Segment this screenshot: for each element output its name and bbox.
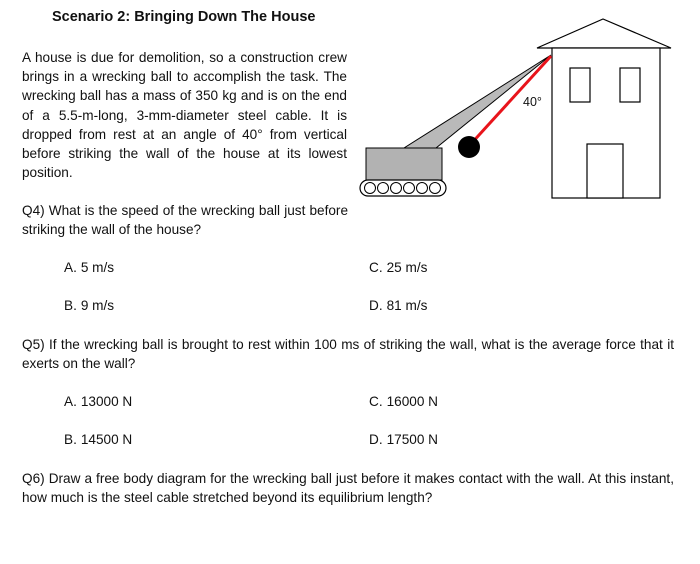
crane-tracks (360, 180, 446, 196)
house-window-left (570, 68, 590, 102)
option-text: 5 m/s (80, 260, 115, 275)
wrecking-ball (458, 136, 480, 158)
q5-option-d (369, 431, 438, 448)
option-letter: B. (64, 298, 77, 313)
question-q5: Q5) If the wrecking ball is brought to rest within 100 ms of striking the wall, what is the average force that it exerts on the wall? (22, 337, 674, 372)
option-letter: D. (369, 432, 383, 447)
scenario-intro: A house is due for demolition, so a construction crew brings in a wrecking ball to accomplish the task. The wrecking ball has a mass of 350 kg and is on the end of a 5.5-m-long, 3-mm-diameter steel cable. It is dropped from rest at an angle of 40° from vertical before striking the wall of the house at its lowest position. (22, 50, 347, 181)
q5-option-c (369, 393, 438, 410)
q5-option-b (64, 431, 132, 448)
house-window-right (620, 68, 640, 102)
angle-label: 40° (523, 95, 542, 109)
option-letter: A. (64, 394, 77, 409)
house-door (587, 144, 623, 198)
option-text: 9 m/s (80, 298, 115, 313)
option-text: 17500 N (386, 432, 438, 447)
q4-option-d (369, 297, 427, 314)
question-q6: Q6) Draw a free body diagram for the wrecking ball just before it makes contact with the wall. At this instant, how much is the steel cable stretched beyond its equilibrium length? (22, 471, 674, 506)
option-text: 13000 N (80, 394, 133, 409)
option-text: 25 m/s (386, 260, 428, 275)
q4-option-c (369, 259, 427, 276)
crane-body (366, 148, 442, 180)
wrecking-ball-figure (355, 16, 675, 206)
q5-option-a (64, 393, 132, 410)
option-letter: C. (369, 394, 383, 409)
option-text: 16000 N (386, 394, 438, 409)
q4-option-a (64, 259, 114, 276)
option-letter: D. (369, 298, 383, 313)
scenario-title: Scenario 2: Bringing Down The House (52, 9, 316, 25)
house-roof (537, 19, 671, 48)
option-letter: C. (369, 260, 383, 275)
option-text: 14500 N (80, 432, 133, 447)
question-q4: Q4) What is the speed of the wrecking ball just before striking the wall of the house? (22, 203, 348, 238)
option-letter: B. (64, 432, 77, 447)
q4-option-b (64, 297, 114, 314)
option-text: 81 m/s (386, 298, 428, 313)
option-letter: A. (64, 260, 77, 275)
house (537, 19, 671, 198)
